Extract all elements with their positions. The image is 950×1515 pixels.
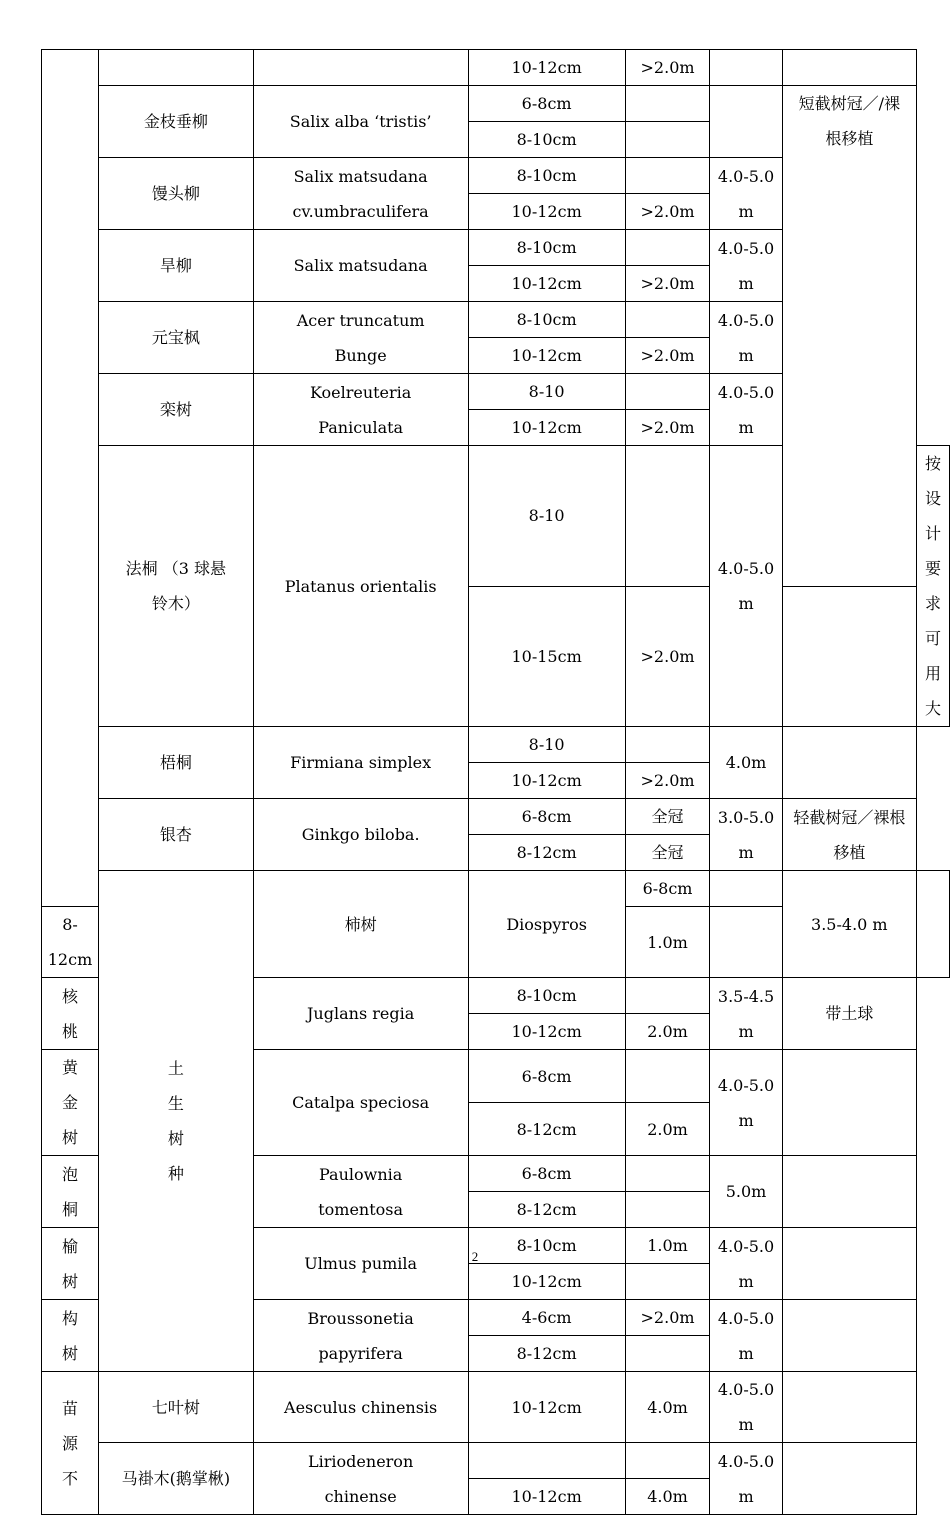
- crown-width-cell: >2.0m: [625, 410, 710, 446]
- group-cell: [99, 871, 254, 1372]
- diameter-spec-cell: 6-8cm: [468, 86, 625, 122]
- chinese-name-cell: 榆树: [42, 1228, 99, 1300]
- crown-width-cell: >2.0m: [625, 266, 710, 302]
- chinese-name-cell: 法桐 （3 球悬铃木）: [99, 446, 254, 727]
- height-cell: 3.5-4.5 m: [710, 978, 782, 1050]
- group-label: 苗源不: [62, 1398, 79, 1488]
- height-cell: 4.0-5.0 m: [710, 302, 782, 374]
- remark-cell: 轻截树冠／裸根移植: [782, 799, 916, 871]
- height-cell: 5.0m: [710, 1156, 782, 1228]
- crown-width-cell: 1.0m: [625, 907, 710, 978]
- chinese-name-cell: 七叶树: [99, 1372, 254, 1443]
- crown-width-cell: [625, 302, 710, 338]
- group-cell: [42, 50, 99, 907]
- diameter-spec-cell: 8-10cm: [468, 122, 625, 158]
- crown-width-cell: >2.0m: [625, 338, 710, 374]
- diameter-spec-cell: 10-12cm: [468, 194, 625, 230]
- crown-width-cell: 全冠: [625, 799, 710, 835]
- chinese-name-cell: 梧桐: [99, 727, 254, 799]
- diameter-spec-cell: 10-12cm: [468, 1372, 625, 1443]
- crown-width-cell: 4.0m: [625, 1372, 710, 1443]
- diameter-spec-cell: 10-12cm: [468, 1014, 625, 1050]
- crown-width-cell: 2.0m: [625, 1014, 710, 1050]
- remark-cell: [782, 727, 916, 799]
- nursery-spec-table: [41, 49, 950, 1515]
- diameter-spec-cell: [468, 1443, 625, 1479]
- remark-cell: 按设计要求可用大: [916, 446, 949, 727]
- diameter-spec-cell: 8-12cm: [468, 1192, 625, 1228]
- chinese-name-cell: 泡桐: [42, 1156, 99, 1228]
- diameter-spec-cell: 4-6cm: [468, 1300, 625, 1336]
- crown-width-cell: [625, 1443, 710, 1479]
- diameter-spec-cell: 8-10cm: [468, 978, 625, 1014]
- diameter-spec-cell: 6-8cm: [468, 799, 625, 835]
- remark-cell: [782, 1300, 916, 1372]
- crown-width-cell: [625, 978, 710, 1014]
- crown-width-cell: [625, 727, 710, 763]
- latin-name-cell: Salix matsudana: [253, 230, 468, 302]
- latin-name-cell: Catalpa speciosa: [253, 1050, 468, 1156]
- latin-name-cell: Liriodeneron chinense: [253, 1443, 468, 1515]
- latin-name-cell: Juglans regia: [253, 978, 468, 1050]
- chinese-name-cell: 金枝垂柳: [99, 86, 254, 158]
- table-row: [42, 86, 950, 122]
- crown-width-cell: 全冠: [625, 835, 710, 871]
- chinese-name-cell: 银杏: [99, 799, 254, 871]
- diameter-spec-cell: 10-12cm: [468, 1479, 625, 1515]
- crown-width-cell: >2.0m: [625, 586, 710, 727]
- height-cell: 4.0-5.0 m: [710, 158, 782, 230]
- diameter-spec-cell: 6-8cm: [625, 871, 710, 907]
- latin-name-cell: Koelreuteria Paniculata: [253, 374, 468, 446]
- latin-name-cell: [253, 50, 468, 86]
- diameter-spec-cell: 10-12cm: [468, 763, 625, 799]
- diameter-spec-cell: 8-12cm: [468, 1336, 625, 1372]
- height-cell: 4.0-5.0 m: [710, 374, 782, 446]
- remark-cell: [782, 1443, 916, 1515]
- height-cell: [710, 50, 782, 86]
- crown-width-cell: [625, 230, 710, 266]
- height-cell: 4.0-5.0 m: [710, 1228, 782, 1300]
- latin-name-cell: Salix alba ‘tristis’: [253, 86, 468, 158]
- latin-name-cell: Ginkgo biloba.: [253, 799, 468, 871]
- crown-width-cell: 1.0m: [625, 1228, 710, 1264]
- diameter-spec-cell: 6-8cm: [468, 1156, 625, 1192]
- remark-cell: [916, 871, 949, 978]
- diameter-spec-cell: 8-10: [468, 374, 625, 410]
- diameter-spec-cell: 8-10cm: [468, 1228, 625, 1264]
- diameter-spec-cell: 10-12cm: [468, 1264, 625, 1300]
- diameter-spec-cell: 10-12cm: [468, 410, 625, 446]
- chinese-name-cell: 构树: [42, 1300, 99, 1372]
- crown-width-cell: 4.0m: [625, 1479, 710, 1515]
- crown-width-cell: [625, 1336, 710, 1372]
- crown-width-cell: >2.0m: [625, 763, 710, 799]
- chinese-name-cell: 柿树: [253, 871, 468, 978]
- diameter-spec-cell: 8-12cm: [468, 835, 625, 871]
- latin-name-cell: Aesculus chinensis: [253, 1372, 468, 1443]
- diameter-spec-cell: 10-12cm: [468, 338, 625, 374]
- height-cell: 4.0-5.0 m: [710, 230, 782, 302]
- table-row: [42, 727, 950, 763]
- diameter-spec-cell: 6-8cm: [468, 1050, 625, 1103]
- height-cell: 4.0-5.0 m: [710, 1372, 782, 1443]
- diameter-spec-cell: 8-10cm: [468, 302, 625, 338]
- chinese-name-cell: [99, 50, 254, 86]
- table-row: [42, 871, 950, 907]
- diameter-spec-cell: 10-15cm: [468, 586, 625, 727]
- table-row: [42, 1443, 950, 1479]
- chinese-name-cell: 马褂木(鹅掌楸): [99, 1443, 254, 1515]
- latin-name-cell: Paulownia tomentosa: [253, 1156, 468, 1228]
- height-cell: 4.0-5.0 m: [710, 446, 782, 727]
- crown-width-cell: [625, 1264, 710, 1300]
- crown-width-cell: >2.0m: [625, 50, 710, 86]
- diameter-spec-cell: 8-10cm: [468, 158, 625, 194]
- chinese-name-cell: 栾树: [99, 374, 254, 446]
- remark-cell: [782, 1372, 916, 1443]
- chinese-name-cell: 核桃: [42, 978, 99, 1050]
- page-number: 2: [471, 1249, 479, 1264]
- height-cell: 3.5-4.0 m: [782, 871, 916, 978]
- crown-width-cell: >2.0m: [625, 194, 710, 230]
- height-cell: 4.0m: [710, 727, 782, 799]
- crown-width-cell: [625, 1192, 710, 1228]
- crown-width-cell: [710, 871, 782, 907]
- crown-width-cell: 2.0m: [625, 1103, 710, 1156]
- crown-width-cell: [625, 1156, 710, 1192]
- remark-cell: [782, 1050, 916, 1156]
- latin-name-cell: Broussonetia papyrifera: [253, 1300, 468, 1372]
- remark-cell: [782, 50, 916, 86]
- group-cell: [42, 1372, 99, 1515]
- crown-width-cell: [625, 122, 710, 158]
- crown-width-cell: [625, 1050, 710, 1103]
- diameter-spec-cell: 8-10cm: [468, 230, 625, 266]
- table-row: [42, 1372, 950, 1443]
- height-cell: 4.0-5.0 m: [710, 1300, 782, 1372]
- crown-width-cell: [625, 86, 710, 122]
- table-row: [42, 799, 950, 835]
- height-cell: [710, 86, 782, 158]
- diameter-spec-cell: 10-12cm: [468, 50, 625, 86]
- chinese-name-cell: 旱柳: [99, 230, 254, 302]
- latin-name-cell: Diospyros: [468, 871, 625, 978]
- crown-width-cell: [625, 158, 710, 194]
- height-cell: 4.0-5.0 m: [710, 1443, 782, 1515]
- latin-name-cell: Salix matsudana cv.umbraculifera: [253, 158, 468, 230]
- latin-name-cell: Ulmus pumila: [253, 1228, 468, 1300]
- table-row: [42, 50, 950, 86]
- remark-cell: [782, 1156, 916, 1228]
- latin-name-cell: Acer truncatum Bunge: [253, 302, 468, 374]
- chinese-name-cell: 黄金树: [42, 1050, 99, 1156]
- remark-cell: 带土球: [782, 978, 916, 1050]
- diameter-spec-cell: 8-10: [468, 446, 625, 587]
- chinese-name-cell: 元宝枫: [99, 302, 254, 374]
- crown-width-cell: [625, 446, 710, 587]
- group-label: 土生树种: [167, 1059, 184, 1183]
- diameter-spec-cell: 8-12cm: [42, 907, 99, 978]
- height-cell: 4.0-5.0 m: [710, 1050, 782, 1156]
- height-cell: 3.0-5.0 m: [710, 799, 782, 871]
- crown-width-cell: [625, 374, 710, 410]
- crown-width-cell: >2.0m: [625, 1300, 710, 1336]
- diameter-spec-cell: 10-12cm: [468, 266, 625, 302]
- diameter-spec-cell: 8-12cm: [468, 1103, 625, 1156]
- latin-name-cell: Platanus orientalis: [253, 446, 468, 727]
- diameter-spec-cell: 8-10: [468, 727, 625, 763]
- latin-name-cell: Firmiana simplex: [253, 727, 468, 799]
- chinese-name-cell: 馒头柳: [99, 158, 254, 230]
- remark-cell: 短截树冠／/裸根移植: [782, 86, 916, 587]
